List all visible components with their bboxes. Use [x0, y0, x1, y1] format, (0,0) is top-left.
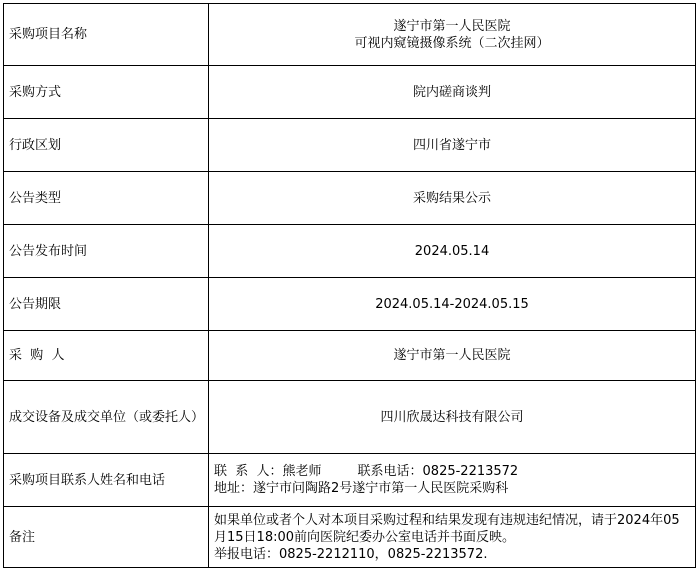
- table-row-project-name: [4, 4, 696, 66]
- contact-line-1: [214, 463, 690, 480]
- label-region: 行政区划: [4, 119, 209, 172]
- value-notice-type: 采购结果公示: [209, 172, 696, 225]
- label-notice-type: 公告类型: [4, 172, 209, 225]
- label-remarks: 备注: [4, 507, 209, 568]
- label-contact: 采购项目联系人姓名和电话: [4, 454, 209, 507]
- value-remarks: [209, 507, 696, 568]
- table-row-winning-supplier: [4, 381, 696, 454]
- notice-table: [3, 3, 696, 568]
- value-purchaser: 遂宁市第一人民医院: [209, 331, 696, 381]
- value-publish-time: 2024.05.14: [209, 225, 696, 278]
- label-purchaser: 采 购 人: [4, 331, 209, 381]
- value-notice-period: 2024.05.14-2024.05.15: [209, 278, 696, 331]
- project-name-line-2: 可视内窥镜摄像系统（二次挂网）: [354, 35, 550, 51]
- contact-phone: 联系电话：0825-2213572: [357, 464, 519, 479]
- value-region: 四川省遂宁市: [209, 119, 696, 172]
- value-procurement-method: 院内磋商谈判: [209, 66, 696, 119]
- table-row-publish-time: [4, 225, 696, 278]
- value-contact: [209, 454, 696, 507]
- value-project-name: [209, 4, 696, 66]
- remarks-note: 如果单位或者个人对本项目采购过程和结果发现有违规违纪情况，请于2024年05月15日18:00前向医院纪委办公室电话并书面反映。: [214, 512, 680, 545]
- remarks-report-phone: 举报电话：0825-2212110，0825-2213572.: [214, 546, 488, 562]
- label-winning-supplier: 成交设备及成交单位（或委托人）: [4, 381, 209, 454]
- value-winning-supplier: 四川欣晟达科技有限公司: [209, 381, 696, 454]
- contact-person: 联 系 人：熊老师: [214, 464, 322, 479]
- label-procurement-method: 采购方式: [4, 66, 209, 119]
- table-row-notice-period: [4, 278, 696, 331]
- table-row-purchaser: [4, 331, 696, 381]
- label-project-name: 采购项目名称: [4, 4, 209, 66]
- label-notice-period: 公告期限: [4, 278, 209, 331]
- table-row-region: [4, 119, 696, 172]
- table-row-notice-type: [4, 172, 696, 225]
- project-name-line-1: 遂宁市第一人民医院: [393, 18, 511, 34]
- table-row-procurement-method: [4, 66, 696, 119]
- contact-address: 地址：遂宁市问陶路2号遂宁市第一人民医院采购科: [214, 481, 509, 496]
- table-row-remarks: [4, 507, 696, 568]
- label-publish-time: 公告发布时间: [4, 225, 209, 278]
- table-row-contact: [4, 454, 696, 507]
